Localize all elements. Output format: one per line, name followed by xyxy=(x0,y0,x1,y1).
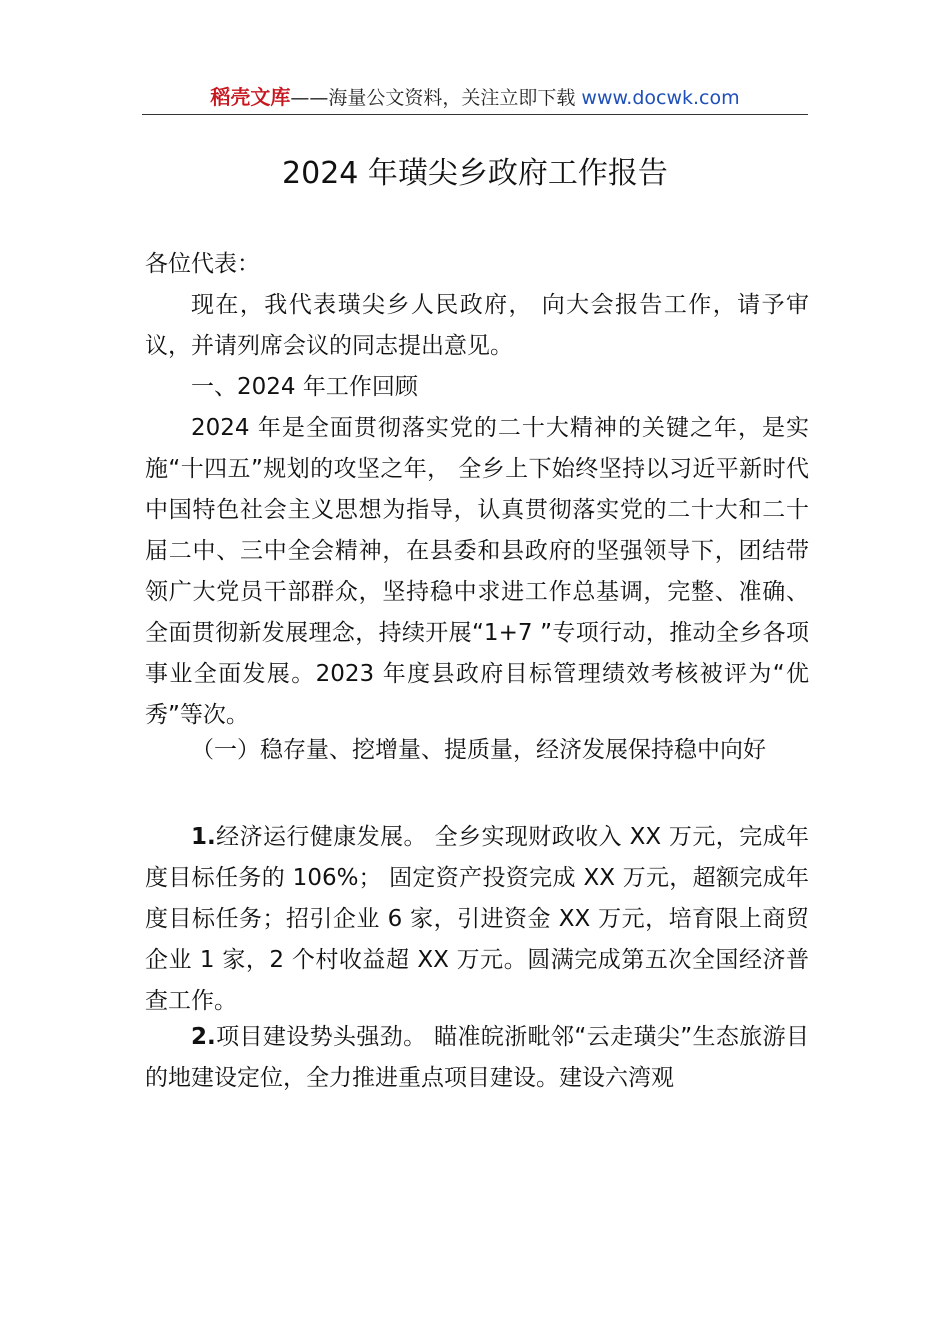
header-site-link[interactable]: www.docwk.com xyxy=(581,87,740,109)
item-2-number: 2. xyxy=(191,1024,216,1050)
header-divider xyxy=(142,114,808,115)
item-2-text: 项目建设势头强劲。 瞄准皖浙毗邻“云走璜尖”生态旅游目的地建设定位，全力推进重点项目建设。建设六湾观 xyxy=(145,1024,809,1091)
item-2-paragraph xyxy=(145,1017,809,1099)
item-1-text: 经济运行健康发展。 全乡实现财政收入 XX 万元，完成年度目标任务的 106%； 固定资产投资完成 XX 万元，超额完成年度目标任务；招引企业 6 家，引进资金 XX 万元，培育限上商贸企业 1 家，2 个村收益超 XX 万元。圆满完成第五次全国经济普查工作。 xyxy=(145,824,809,1014)
review-paragraph: 2024 年是全面贯彻落实党的二十大精神的关键之年，是实施“十四五”规划的攻坚之年， 全乡上下始终坚持以习近平新时代中国特色社会主义思想为指导，认真贯彻落实党的二十大和二十届二中、三中全会精神，在县委和县政府的坚强领导下，团结带领广大党员干部群众，坚持稳中求进工作总基调，完整、准确、全面贯彻新发展理念，持续开展“1+7 ”专项行动，推动全乡各项事业全面发展。2023 年度县政府目标管理绩效考核被评为“优秀”等次。 xyxy=(145,415,809,728)
header-slogan: ——海量公文资料，关注立即下载 xyxy=(290,87,576,109)
salutation: 各位代表： xyxy=(145,251,260,277)
item-1-paragraph xyxy=(145,817,809,1022)
subsection-heading: （一）稳存量、挖增量、提质量，经济发展保持稳中向好 xyxy=(191,737,766,763)
item-1-number: 1. xyxy=(191,824,216,850)
brand-logo-text: 稻壳文库 xyxy=(210,85,291,109)
section-heading: 一、2024 年工作回顾 xyxy=(191,374,418,400)
document-title: 2024 年璜尖乡政府工作报告 xyxy=(282,156,668,191)
page-header xyxy=(142,84,808,114)
intro-paragraph: 现在，我代表璜尖乡人民政府， 向大会报告工作，请予审议，并请列席会议的同志提出意见。 xyxy=(145,292,809,359)
